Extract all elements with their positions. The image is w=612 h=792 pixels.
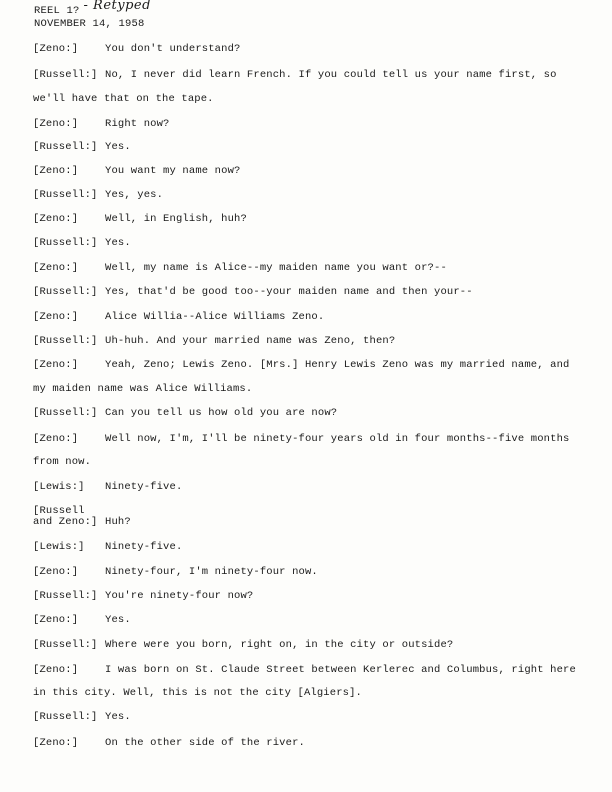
speech-text: You want my name now?: [105, 165, 241, 177]
speaker-label: [Zeno:]: [33, 359, 79, 371]
speech-text: Yes.: [105, 614, 131, 626]
speech-text: Can you tell us how old you are now?: [105, 407, 338, 419]
speech-text: Well, my name is Alice--my maiden name you want or?--: [105, 262, 447, 274]
retyped-note: - Retyped: [83, 0, 151, 13]
speech-text: Huh?: [105, 516, 131, 528]
interview-date: NOVEMBER 14, 1958: [34, 18, 145, 30]
speaker-label: [Zeno:]: [33, 433, 79, 445]
speaker-label: [Zeno:]: [33, 664, 79, 676]
speech-text: Uh-huh. And your married name was Zeno, then?: [105, 335, 396, 347]
continuation-line: my maiden name was Alice Williams.: [33, 383, 253, 395]
speaker-label: [Russell:]: [33, 286, 98, 298]
speech-text: Where were you born, right on, in the city or outside?: [105, 639, 454, 651]
speaker-label: [Zeno:]: [33, 213, 79, 225]
speech-text: Alice Willia--Alice Williams Zeno.: [105, 311, 325, 323]
speech-text: Yes, yes.: [105, 189, 164, 201]
speaker-label: [Russell:]: [33, 639, 98, 651]
speaker-label: [Russell:]: [33, 407, 98, 419]
continuation-line: in this city. Well, this is not the city [Algiers].: [33, 687, 363, 699]
reel-number: REEL 1?: [34, 5, 80, 17]
speech-text: Ninety-four, I'm ninety-four now.: [105, 566, 318, 578]
continuation-line: from now.: [33, 456, 92, 468]
speaker-label: [Zeno:]: [33, 311, 79, 323]
speech-text: Right now?: [105, 118, 170, 130]
speaker-label: [Russell:]: [33, 590, 98, 602]
speaker-label: [Zeno:]: [33, 118, 79, 130]
speaker-label: [Zeno:]: [33, 43, 79, 55]
continuation-line: we'll have that on the tape.: [33, 93, 214, 105]
speaker-label: [Russell:]: [33, 69, 98, 81]
speaker-label: [Russell:]: [33, 335, 98, 347]
speaker-label: [Russell:]: [33, 711, 98, 723]
speech-text: Yes.: [105, 141, 131, 153]
speech-text: Ninety-five.: [105, 541, 183, 553]
document-header: [34, 0, 151, 31]
speaker-label: [Lewis:]: [33, 481, 85, 493]
speaker-label: [Zeno:]: [33, 737, 79, 749]
speech-text: No, I never did learn French. If you could tell us your name first, so: [105, 69, 557, 81]
speech-text: Ninety-five.: [105, 481, 183, 493]
speech-text: Yes.: [105, 711, 131, 723]
speech-text: Well now, I'm, I'll be ninety-four years old in four months--five months: [105, 433, 570, 445]
speech-text: On the other side of the river.: [105, 737, 305, 749]
speech-text: Well, in English, huh?: [105, 213, 247, 225]
speech-text: Yes.: [105, 237, 131, 249]
speaker-label-continued: and Zeno:]: [33, 516, 98, 528]
speaker-label: [Lewis:]: [33, 541, 85, 553]
speech-text: You're ninety-four now?: [105, 590, 254, 602]
speaker-label: [Zeno:]: [33, 566, 79, 578]
speech-text: Yeah, Zeno; Lewis Zeno. [Mrs.] Henry Lewis Zeno was my married name, and: [105, 359, 570, 371]
speech-text: I was born on St. Claude Street between Kerlerec and Columbus, right here: [105, 664, 576, 676]
speech-text: You don't understand?: [105, 43, 241, 55]
speech-text: Yes, that'd be good too--your maiden name and then your--: [105, 286, 473, 298]
speaker-label: [Russell:]: [33, 189, 98, 201]
speaker-label: [Zeno:]: [33, 165, 79, 177]
speaker-label: [Zeno:]: [33, 614, 79, 626]
speaker-label: [Russell: [33, 505, 85, 517]
speaker-label: [Russell:]: [33, 237, 98, 249]
speaker-label: [Russell:]: [33, 141, 98, 153]
speaker-label: [Zeno:]: [33, 262, 79, 274]
